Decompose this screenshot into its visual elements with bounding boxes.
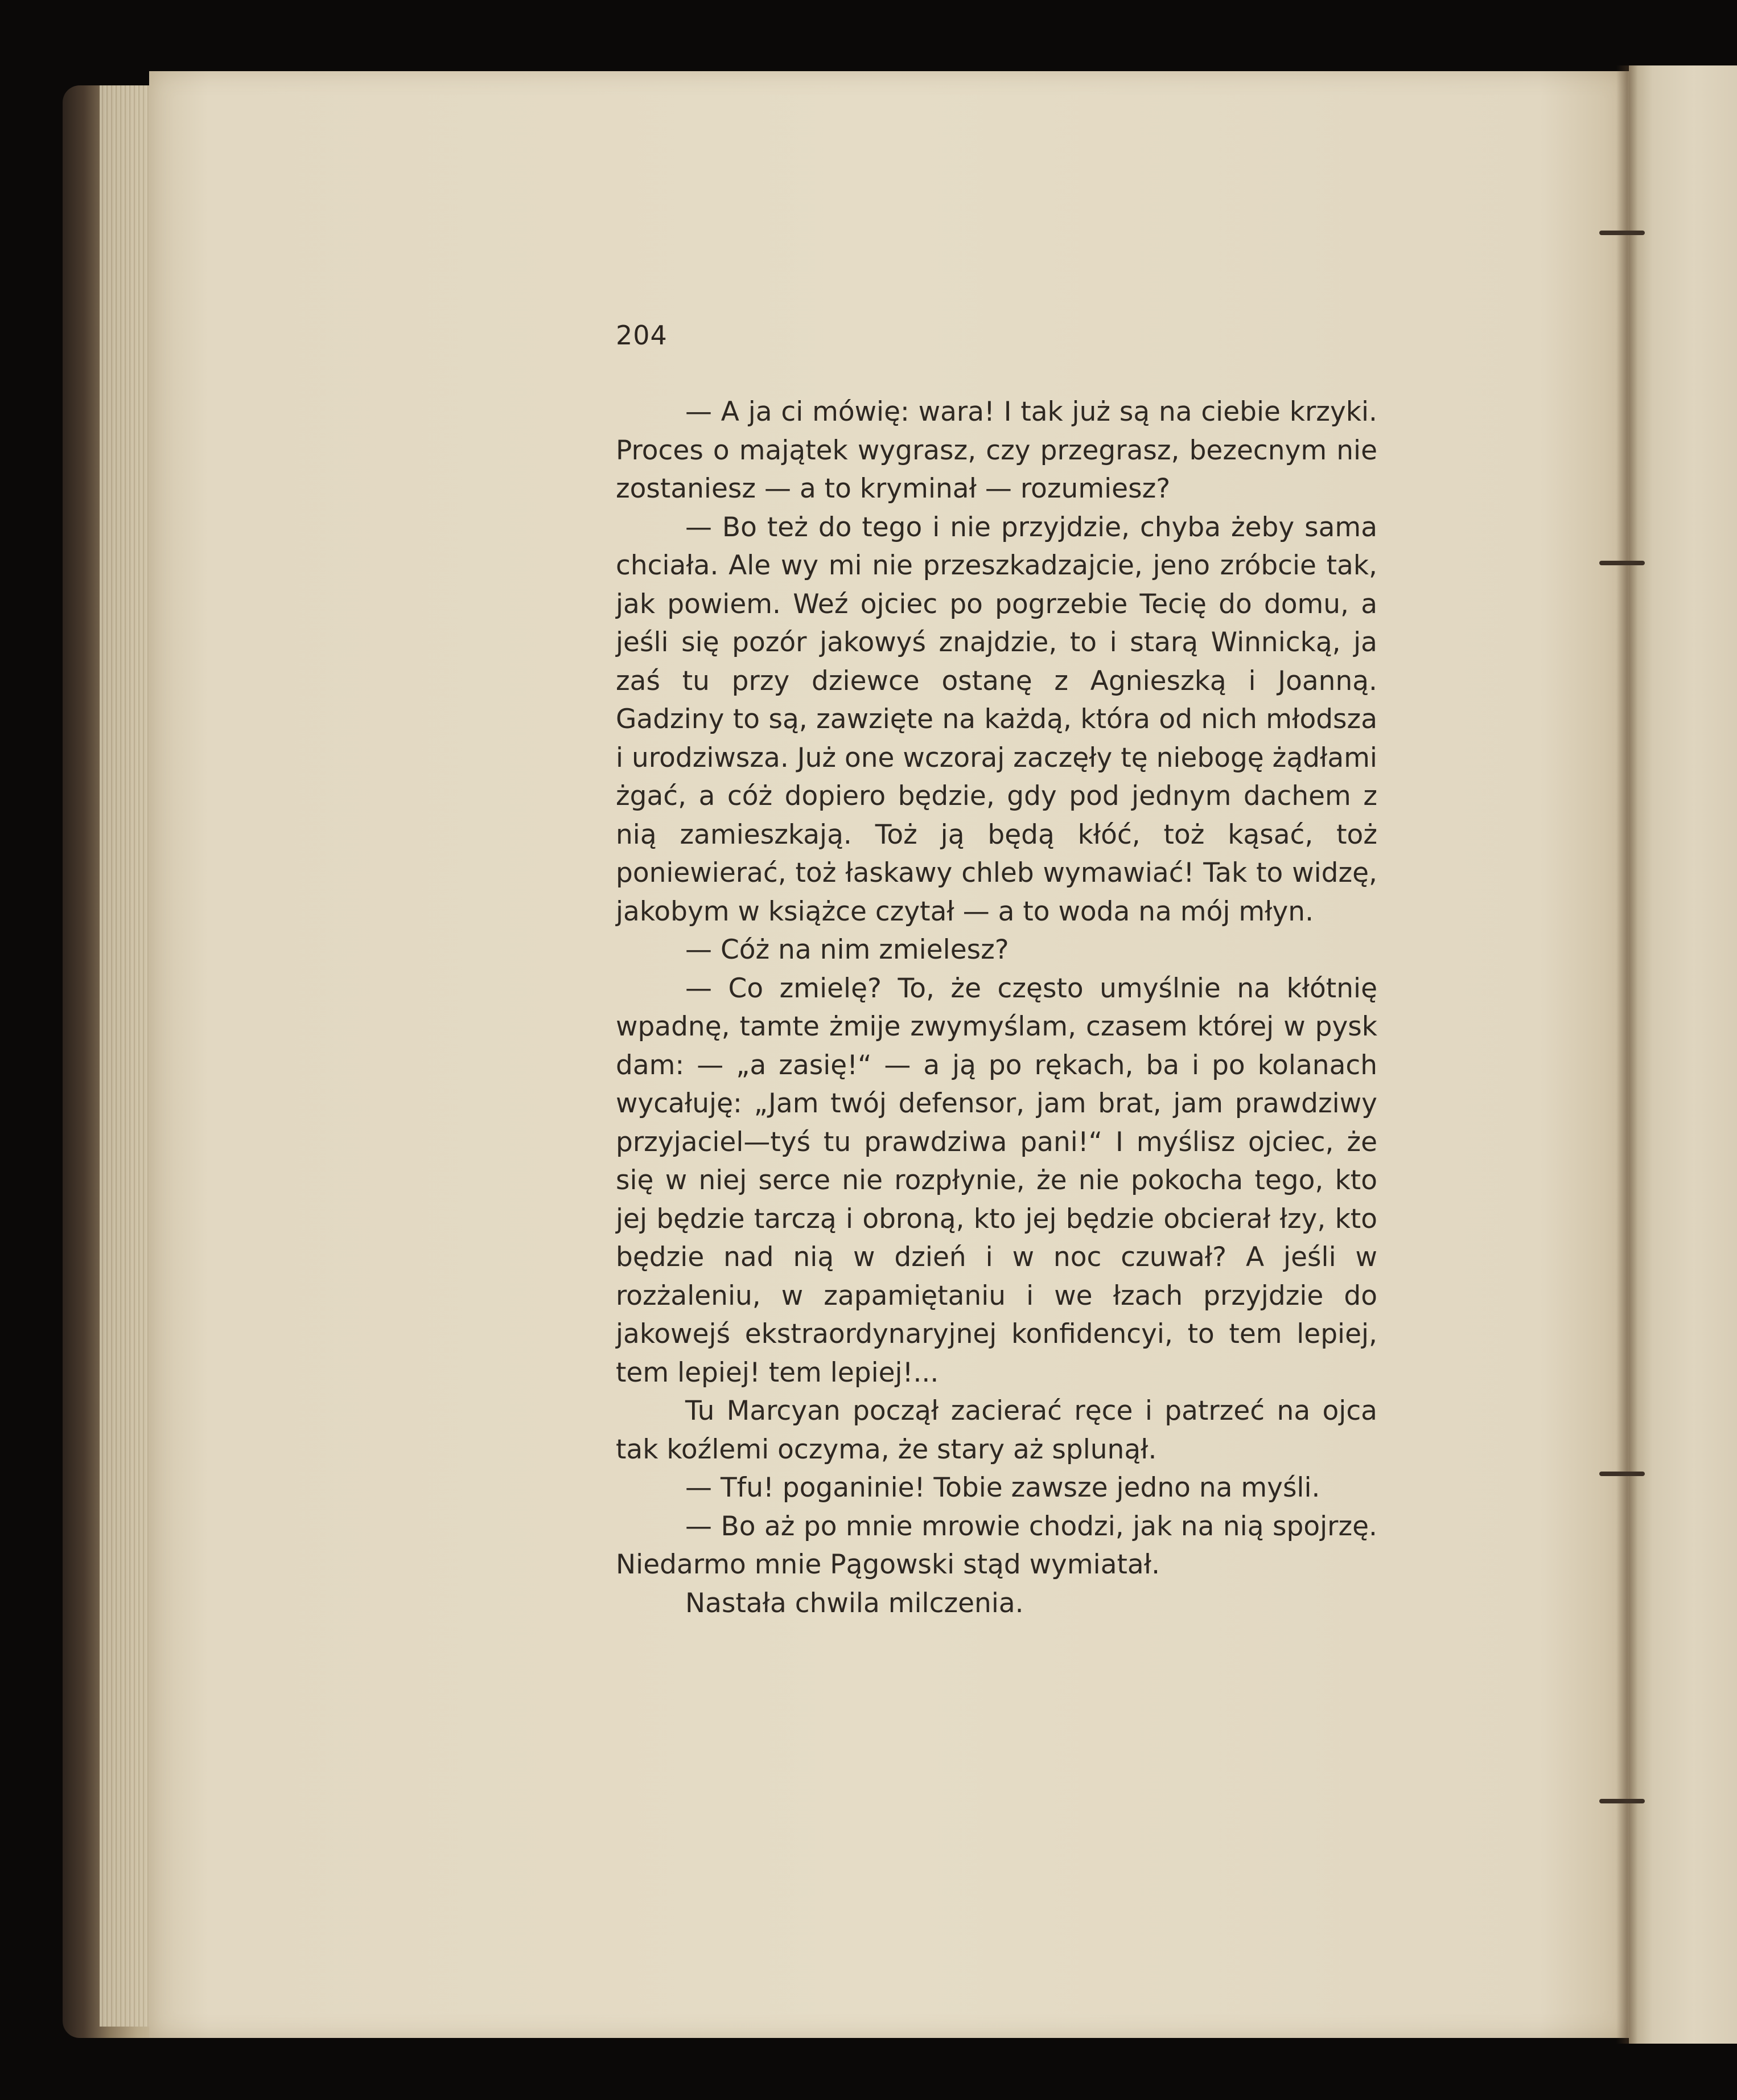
page-text xyxy=(616,393,1377,1622)
binding-thread xyxy=(1599,561,1645,565)
page-number: 204 xyxy=(616,320,668,351)
paragraph: — Co zmielę? To, że często umyślnie na kłótnię wpadnę, tamte żmije zwymyślam, czasem której w pysk dam: — „a zasię!“ — a ją po rękach, ba i po kolanach wycałuję: „Jam twój defensor, jam brat, jam prawdziwy przyjaciel—tyś tu prawdziwa pani!“ I myślisz ojciec, że się w niej serce nie rozpłynie, że nie pokocha tego, kto jej będzie tarczą i obroną, kto jej będzie obcierał łzy, kto będzie nad nią w dzień i w noc czuwał? A jeśli w rozżaleniu, w zapamiętaniu i we łzach przyjdzie do jakowejś ekstraordynaryjnej konfidencyi, to tem lepiej, tem lepiej! tem lepiej!... xyxy=(616,972,1377,1388)
binding-thread xyxy=(1599,1472,1645,1476)
paragraph: — A ja ci mówię: wara! I tak już są na ciebie krzyki. Proces o majątek wygrasz, czy przegrasz, bezecnym nie zostaniesz — a to kryminał — rozumiesz? xyxy=(616,396,1377,504)
paragraph: — Bo też do tego i nie przyjdzie, chyba żeby sama chciała. Ale wy mi nie przeszkadzajcie, jeno zróbcie tak, jak powiem. Weź ojciec po pogrzebie Tecię do domu, a jeśli się pozór jakowyś znajdzie, to i starą Winnicką, ja zaś tu przy dziewce ostanę z Agnieszką i Joanną. Gadziny to są, zawzięte na każdą, która od nich młodsza i urodziwsza. Już one wczoraj zaczęły tę niebogę żądłami żgać, a cóż dopiero będzie, gdy pod jednym dachem z nią zamieszkają. Toż ją będą kłóć, toż kąsać, toż poniewierać, toż łaskawy chleb wymawiać! Tak to widzę, jakobym w książce czytał — a to woda na mój młyn. xyxy=(616,511,1377,927)
right-page-edge xyxy=(1629,65,1737,2044)
binding-thread xyxy=(1599,1799,1645,1803)
paragraph: Tu Marcyan począł zacierać ręce i patrzeć na ojca tak koźlemi oczyma, że stary aż splunął. xyxy=(616,1395,1377,1465)
paragraph: — Cóż na nim zmielesz? xyxy=(685,934,1009,965)
book-gutter xyxy=(1616,65,1638,2044)
paragraph: Nastała chwila milczenia. xyxy=(685,1587,1024,1619)
paragraph: — Bo aż po mnie mrowie chodzi, jak na nią spojrzę. Niedarmo mnie Pągowski stąd wymiatał. xyxy=(616,1510,1377,1580)
paragraph: — Tfu! poganinie! Tobie zawsze jedno na myśli. xyxy=(685,1472,1320,1503)
binding-thread xyxy=(1599,231,1645,235)
